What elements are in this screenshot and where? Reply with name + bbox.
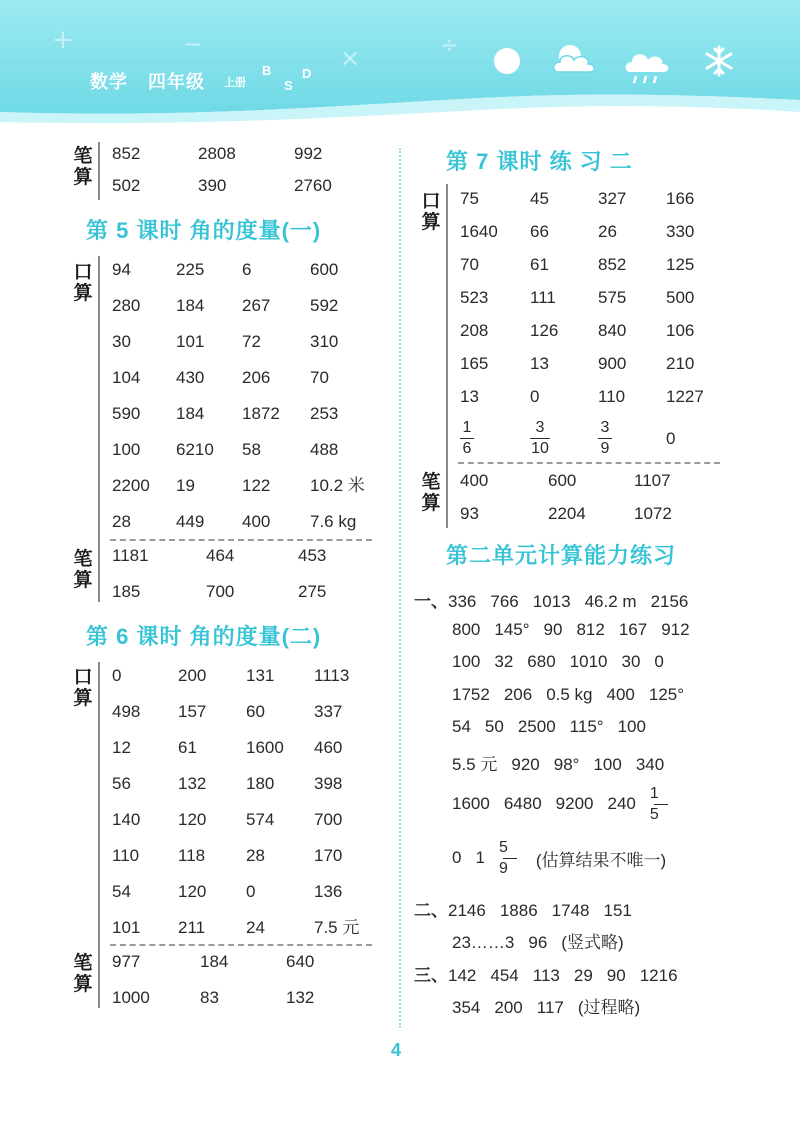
value-cell: 600 — [310, 260, 339, 279]
page-header — [0, 0, 800, 130]
value-cell: 13 — [530, 354, 549, 373]
value-cell — [460, 419, 530, 458]
value-cell: 900 — [598, 354, 627, 373]
value-cell: 211 — [178, 918, 206, 937]
header-volume: 上册 — [224, 77, 246, 89]
value-row — [112, 252, 365, 288]
value-cell: 398 — [314, 774, 343, 793]
value-cell: 30 — [112, 332, 131, 351]
value-cell: 157 — [178, 702, 207, 721]
answer-value: 912 — [661, 620, 690, 639]
value-cell: 460 — [314, 738, 343, 757]
value-cell: 1072 — [634, 504, 672, 523]
value-cell: 0 — [246, 882, 256, 901]
value-cell: 400 — [242, 512, 271, 531]
top-bisuan-values — [112, 138, 332, 202]
value-cell: 126 — [530, 321, 559, 340]
rain-cloud-icon — [624, 48, 672, 88]
answer-value: 1 — [475, 848, 485, 867]
value-cell: 206 — [242, 368, 271, 387]
value-cell: 992 — [294, 144, 323, 163]
value-cell: 100 — [112, 440, 141, 459]
answer-value: 167 — [618, 620, 648, 639]
bisuan-label: 笔算 — [73, 146, 93, 188]
value-cell: 12 — [112, 738, 131, 757]
part1-line — [452, 750, 678, 775]
value-cell: 523 — [460, 288, 489, 307]
part1-line — [452, 652, 678, 672]
fraction-denominator: 9 — [498, 859, 508, 877]
answer-value: 46.2 m — [584, 592, 637, 611]
value-cell: 132 — [286, 988, 315, 1007]
answer-value: 920 — [511, 755, 540, 774]
answer-value: 2500 — [517, 717, 556, 736]
answer-value: 1748 — [551, 901, 590, 920]
fraction-denominator: 6 — [462, 439, 472, 457]
value-cell: 54 — [112, 882, 131, 901]
value-row — [112, 396, 365, 432]
answer-value: 5.5 元 — [452, 755, 498, 774]
value-cell: 600 — [548, 471, 577, 490]
answer-value: 30 — [621, 652, 641, 671]
value-cell: 852 — [598, 255, 627, 274]
fraction-numerator: 3 — [535, 418, 545, 436]
value-cell: 275 — [298, 582, 327, 601]
fraction — [650, 785, 673, 824]
value-row — [460, 248, 704, 281]
value-row — [112, 432, 365, 468]
lesson7-bisuan-values — [460, 464, 672, 530]
value-cell: 70 — [310, 368, 329, 387]
value-cell: 185 — [112, 582, 141, 601]
value-row — [460, 182, 704, 215]
value-cell: 45 — [530, 189, 549, 208]
value-cell: 165 — [460, 354, 489, 373]
answer-value: 1752 — [452, 685, 490, 704]
value-cell: 453 — [298, 546, 327, 565]
part1-line — [452, 685, 698, 705]
value-cell: 24 — [246, 918, 265, 937]
value-cell: 400 — [460, 471, 489, 490]
answer-value: 1600 — [452, 794, 490, 813]
block-bar — [446, 184, 448, 528]
value-row — [112, 980, 314, 1016]
value-row — [112, 574, 326, 610]
value-cell: 118 — [178, 846, 206, 865]
value-row — [460, 215, 704, 248]
answer-value: 454 — [490, 966, 519, 985]
value-cell: 184 — [176, 296, 205, 315]
answer-value: 0.5 kg — [546, 685, 593, 704]
answer-value: 98° — [553, 755, 580, 774]
fraction-numerator: 3 — [600, 418, 610, 436]
answer-value: 90 — [606, 966, 626, 985]
fraction-numerator: 1 — [462, 418, 472, 436]
value-cell: 592 — [310, 296, 339, 315]
answer-value: 115° — [569, 717, 604, 736]
value-cell: 136 — [314, 882, 343, 901]
answer-value: 2156 — [650, 592, 689, 611]
column-divider — [399, 148, 401, 1028]
page-number: 4 — [391, 1040, 402, 1060]
answer-note: (过程略) — [577, 998, 641, 1017]
block-bar — [98, 142, 100, 200]
lesson6-title: 第 6 课时 角的度量(二) — [86, 624, 322, 649]
value-cell: 2200 — [112, 476, 150, 495]
value-cell: 574 — [246, 810, 275, 829]
value-cell: 640 — [286, 952, 315, 971]
answer-value: 6480 — [503, 794, 542, 813]
answer-value: 151 — [603, 901, 632, 920]
part3-prefix: 三、 — [414, 966, 448, 985]
part3-line — [452, 993, 654, 1018]
answer-value: 125° — [648, 685, 685, 704]
value-cell: 210 — [666, 354, 695, 373]
value-cell: 60 — [246, 702, 265, 721]
part1-line — [452, 717, 660, 737]
value-row — [112, 468, 365, 504]
publisher-letter-s: S — [284, 78, 293, 93]
value-cell: 1227 — [666, 387, 704, 406]
value-cell: 101 — [176, 332, 205, 351]
publisher-letter-d: D — [302, 66, 312, 81]
answer-value: 0 — [452, 848, 462, 867]
snowflake-icon — [702, 44, 736, 78]
value-cell: 488 — [310, 440, 339, 459]
value-row — [460, 347, 704, 380]
value-cell: 253 — [310, 404, 339, 423]
value-cell — [530, 419, 598, 458]
value-cell: 502 — [112, 176, 141, 195]
value-row — [112, 538, 326, 574]
value-cell: 500 — [666, 288, 695, 307]
value-cell: 2808 — [198, 144, 236, 163]
fraction-bar — [654, 804, 668, 805]
header-grade: 四年级 — [148, 72, 205, 92]
value-cell: 56 — [112, 774, 131, 793]
part1-line — [452, 836, 680, 880]
value-row — [112, 766, 359, 802]
svg-text:−: − — [183, 30, 204, 58]
fraction — [598, 419, 612, 458]
value-cell: 61 — [178, 738, 197, 757]
answer-value: 400 — [606, 685, 635, 704]
value-cell: 840 — [598, 321, 627, 340]
value-cell: 101 — [112, 918, 141, 937]
kousuan-label: 口算 — [73, 667, 93, 709]
value-cell: 125 — [666, 255, 695, 274]
answer-value: 336 — [448, 592, 477, 611]
value-cell: 700 — [314, 810, 343, 829]
value-cell — [598, 419, 666, 458]
value-cell: 10.2 米 — [310, 476, 365, 495]
answer-value: 145° — [494, 620, 530, 639]
value-cell: 1640 — [460, 222, 498, 241]
fraction-bar — [503, 858, 517, 859]
fraction-numerator: 5 — [498, 838, 508, 856]
value-cell: 1600 — [246, 738, 284, 757]
value-cell: 140 — [112, 810, 141, 829]
fraction-bar — [460, 438, 474, 439]
value-cell: 61 — [530, 255, 549, 274]
value-cell: 464 — [206, 546, 235, 565]
fraction-row — [460, 413, 704, 463]
value-cell: 2204 — [548, 504, 586, 523]
value-cell: 1872 — [242, 404, 280, 423]
value-cell: 75 — [460, 189, 479, 208]
part2-line — [414, 896, 646, 921]
value-cell: 200 — [178, 666, 207, 685]
block-bar — [98, 662, 100, 1008]
unit2-title: 第二单元计算能力练习 — [446, 543, 677, 568]
answer-note: (竖式略) — [561, 933, 624, 952]
value-cell: 267 — [242, 296, 271, 315]
value-cell: 1000 — [112, 988, 150, 1007]
value-cell: 449 — [176, 512, 205, 531]
answer-value: 1013 — [532, 592, 571, 611]
value-cell: 66 — [530, 222, 549, 241]
value-cell: 0 — [530, 387, 540, 406]
part1-line — [452, 620, 704, 640]
answer-value: 240 — [607, 794, 636, 813]
value-cell: 28 — [112, 512, 131, 531]
value-row — [112, 170, 332, 202]
value-cell: 7.6 kg — [310, 512, 357, 531]
part2-line — [452, 928, 638, 953]
svg-text:+: + — [52, 25, 74, 55]
value-cell: 184 — [200, 952, 229, 971]
answer-value: 200 — [494, 998, 523, 1017]
lesson7-title: 第 7 课时 练 习 二 — [446, 149, 633, 174]
value-cell: 58 — [242, 440, 261, 459]
lesson5-title: 第 5 课时 角的度量(一) — [86, 218, 322, 243]
value-cell: 110 — [112, 846, 140, 865]
value-cell: 575 — [598, 288, 627, 307]
value-cell: 111 — [530, 288, 556, 307]
value-row — [460, 281, 704, 314]
fraction-denominator: 10 — [531, 439, 549, 457]
value-cell: 26 — [598, 222, 617, 241]
answer-value: 50 — [484, 717, 504, 736]
answer-value: 113 — [532, 966, 560, 985]
lesson5-kousuan-values — [112, 252, 365, 540]
value-cell: 225 — [176, 260, 205, 279]
value-cell: 590 — [112, 404, 141, 423]
answer-value: 766 — [490, 592, 519, 611]
bisuan-label: 笔算 — [73, 549, 93, 591]
kousuan-label: 口算 — [73, 262, 93, 304]
value-cell: 104 — [112, 368, 141, 387]
value-cell: 1107 — [634, 471, 671, 490]
value-cell: 122 — [242, 476, 271, 495]
cloud-sun-icon — [552, 42, 600, 78]
publisher-letter-b: B — [262, 63, 272, 78]
answer-value: 54 — [452, 717, 471, 736]
value-cell: 390 — [198, 176, 227, 195]
value-cell: 72 — [242, 332, 261, 351]
value-cell: 180 — [246, 774, 275, 793]
value-row — [112, 288, 365, 324]
kousuan-label: 口算 — [421, 191, 441, 233]
value-cell: 6210 — [176, 440, 214, 459]
part3-line — [414, 961, 692, 986]
value-cell: 0 — [112, 666, 122, 685]
value-cell: 852 — [112, 144, 141, 163]
header-subject: 数学 — [90, 72, 128, 92]
value-cell: 70 — [460, 255, 479, 274]
value-row — [112, 324, 365, 360]
lesson7-kousuan-values — [460, 182, 704, 463]
value-cell: 13 — [460, 387, 479, 406]
value-row — [112, 504, 365, 540]
value-cell: 498 — [112, 702, 141, 721]
answer-value: 800 — [452, 620, 481, 639]
value-row — [112, 360, 365, 396]
value-row — [112, 802, 359, 838]
answer-value: 1886 — [499, 901, 538, 920]
answer-value: 1216 — [639, 966, 678, 985]
header-wave-background — [0, 0, 800, 130]
value-cell: 208 — [460, 321, 489, 340]
answer-value: 2146 — [448, 901, 486, 920]
value-cell: 94 — [112, 260, 131, 279]
answer-value: 100 — [617, 717, 646, 736]
part1-line — [414, 587, 702, 612]
value-cell: 327 — [598, 189, 627, 208]
svg-text:×: × — [340, 44, 361, 72]
value-cell: 1181 — [112, 546, 149, 565]
value-row — [460, 314, 704, 347]
value-cell: 977 — [112, 952, 141, 971]
value-row — [112, 910, 359, 946]
value-cell: 330 — [666, 222, 695, 241]
answer-note: (估算结果不唯一) — [535, 850, 667, 870]
value-cell: 131 — [246, 666, 275, 685]
lesson5-bisuan-values — [112, 538, 326, 610]
value-row — [112, 944, 314, 980]
value-cell: 280 — [112, 296, 141, 315]
answer-value: 142 — [448, 966, 477, 985]
answer-value: 1010 — [569, 652, 608, 671]
value-cell: 120 — [178, 810, 207, 829]
value-cell: 430 — [176, 368, 205, 387]
answer-value: 100 — [452, 652, 481, 671]
block-bar — [98, 256, 100, 602]
answer-value: 96 — [528, 933, 548, 952]
value-cell: 132 — [178, 774, 207, 793]
fraction-denominator: 9 — [600, 439, 610, 457]
value-cell: 28 — [246, 846, 265, 865]
value-cell: 1113 — [314, 666, 350, 685]
value-row — [112, 874, 359, 910]
value-cell: 93 — [460, 504, 479, 523]
answer-value: 354 — [452, 998, 481, 1017]
fraction — [460, 419, 474, 458]
value-row — [460, 464, 672, 497]
fraction-numerator: 1 — [649, 784, 659, 802]
answer-value: 340 — [635, 755, 665, 774]
part1-line — [452, 782, 687, 826]
sun-icon — [492, 46, 522, 76]
lesson6-bisuan-values — [112, 944, 314, 1016]
value-cell: 2760 — [294, 176, 332, 195]
answer-value: 206 — [503, 685, 533, 704]
svg-text:÷: ÷ — [440, 33, 459, 58]
answer-value: 100 — [593, 755, 622, 774]
answer-value: 117 — [536, 998, 564, 1017]
value-cell: 337 — [314, 702, 343, 721]
value-row — [112, 138, 332, 170]
value-cell: 700 — [206, 582, 235, 601]
answer-value: 680 — [527, 652, 556, 671]
part2-prefix: 二、 — [414, 901, 448, 920]
fraction-denominator: 5 — [649, 805, 659, 823]
value-row — [460, 380, 704, 413]
answer-value: 812 — [576, 620, 605, 639]
lesson6-kousuan-values — [112, 658, 359, 946]
value-cell: 6 — [242, 260, 252, 279]
value-row — [112, 694, 359, 730]
fraction-bar — [530, 438, 550, 439]
bisuan-label: 笔算 — [73, 953, 93, 995]
value-cell: 166 — [666, 189, 695, 208]
fraction — [499, 839, 522, 878]
bisuan-label: 笔算 — [421, 472, 441, 514]
value-cell: 110 — [598, 387, 626, 406]
value-row — [112, 658, 359, 694]
answer-value: 9200 — [555, 794, 594, 813]
value-row — [112, 838, 359, 874]
value-cell: 0 — [666, 428, 676, 448]
answer-value: 0 — [654, 652, 664, 671]
answer-value: 23……3 — [452, 933, 515, 952]
fraction-bar — [598, 438, 612, 439]
value-row — [112, 730, 359, 766]
value-cell: 7.5 元 — [314, 918, 360, 937]
value-cell: 310 — [310, 332, 339, 351]
answer-value: 90 — [543, 620, 563, 639]
value-cell: 106 — [666, 321, 695, 340]
answer-value: 32 — [494, 652, 514, 671]
answer-value: 29 — [573, 966, 593, 985]
value-cell: 120 — [178, 882, 207, 901]
value-cell: 184 — [176, 404, 205, 423]
part1-prefix: 一、 — [414, 592, 448, 611]
value-cell: 19 — [176, 476, 195, 495]
fraction — [530, 419, 550, 458]
value-row — [460, 497, 672, 530]
value-cell: 83 — [200, 988, 219, 1007]
value-cell: 170 — [314, 846, 343, 865]
